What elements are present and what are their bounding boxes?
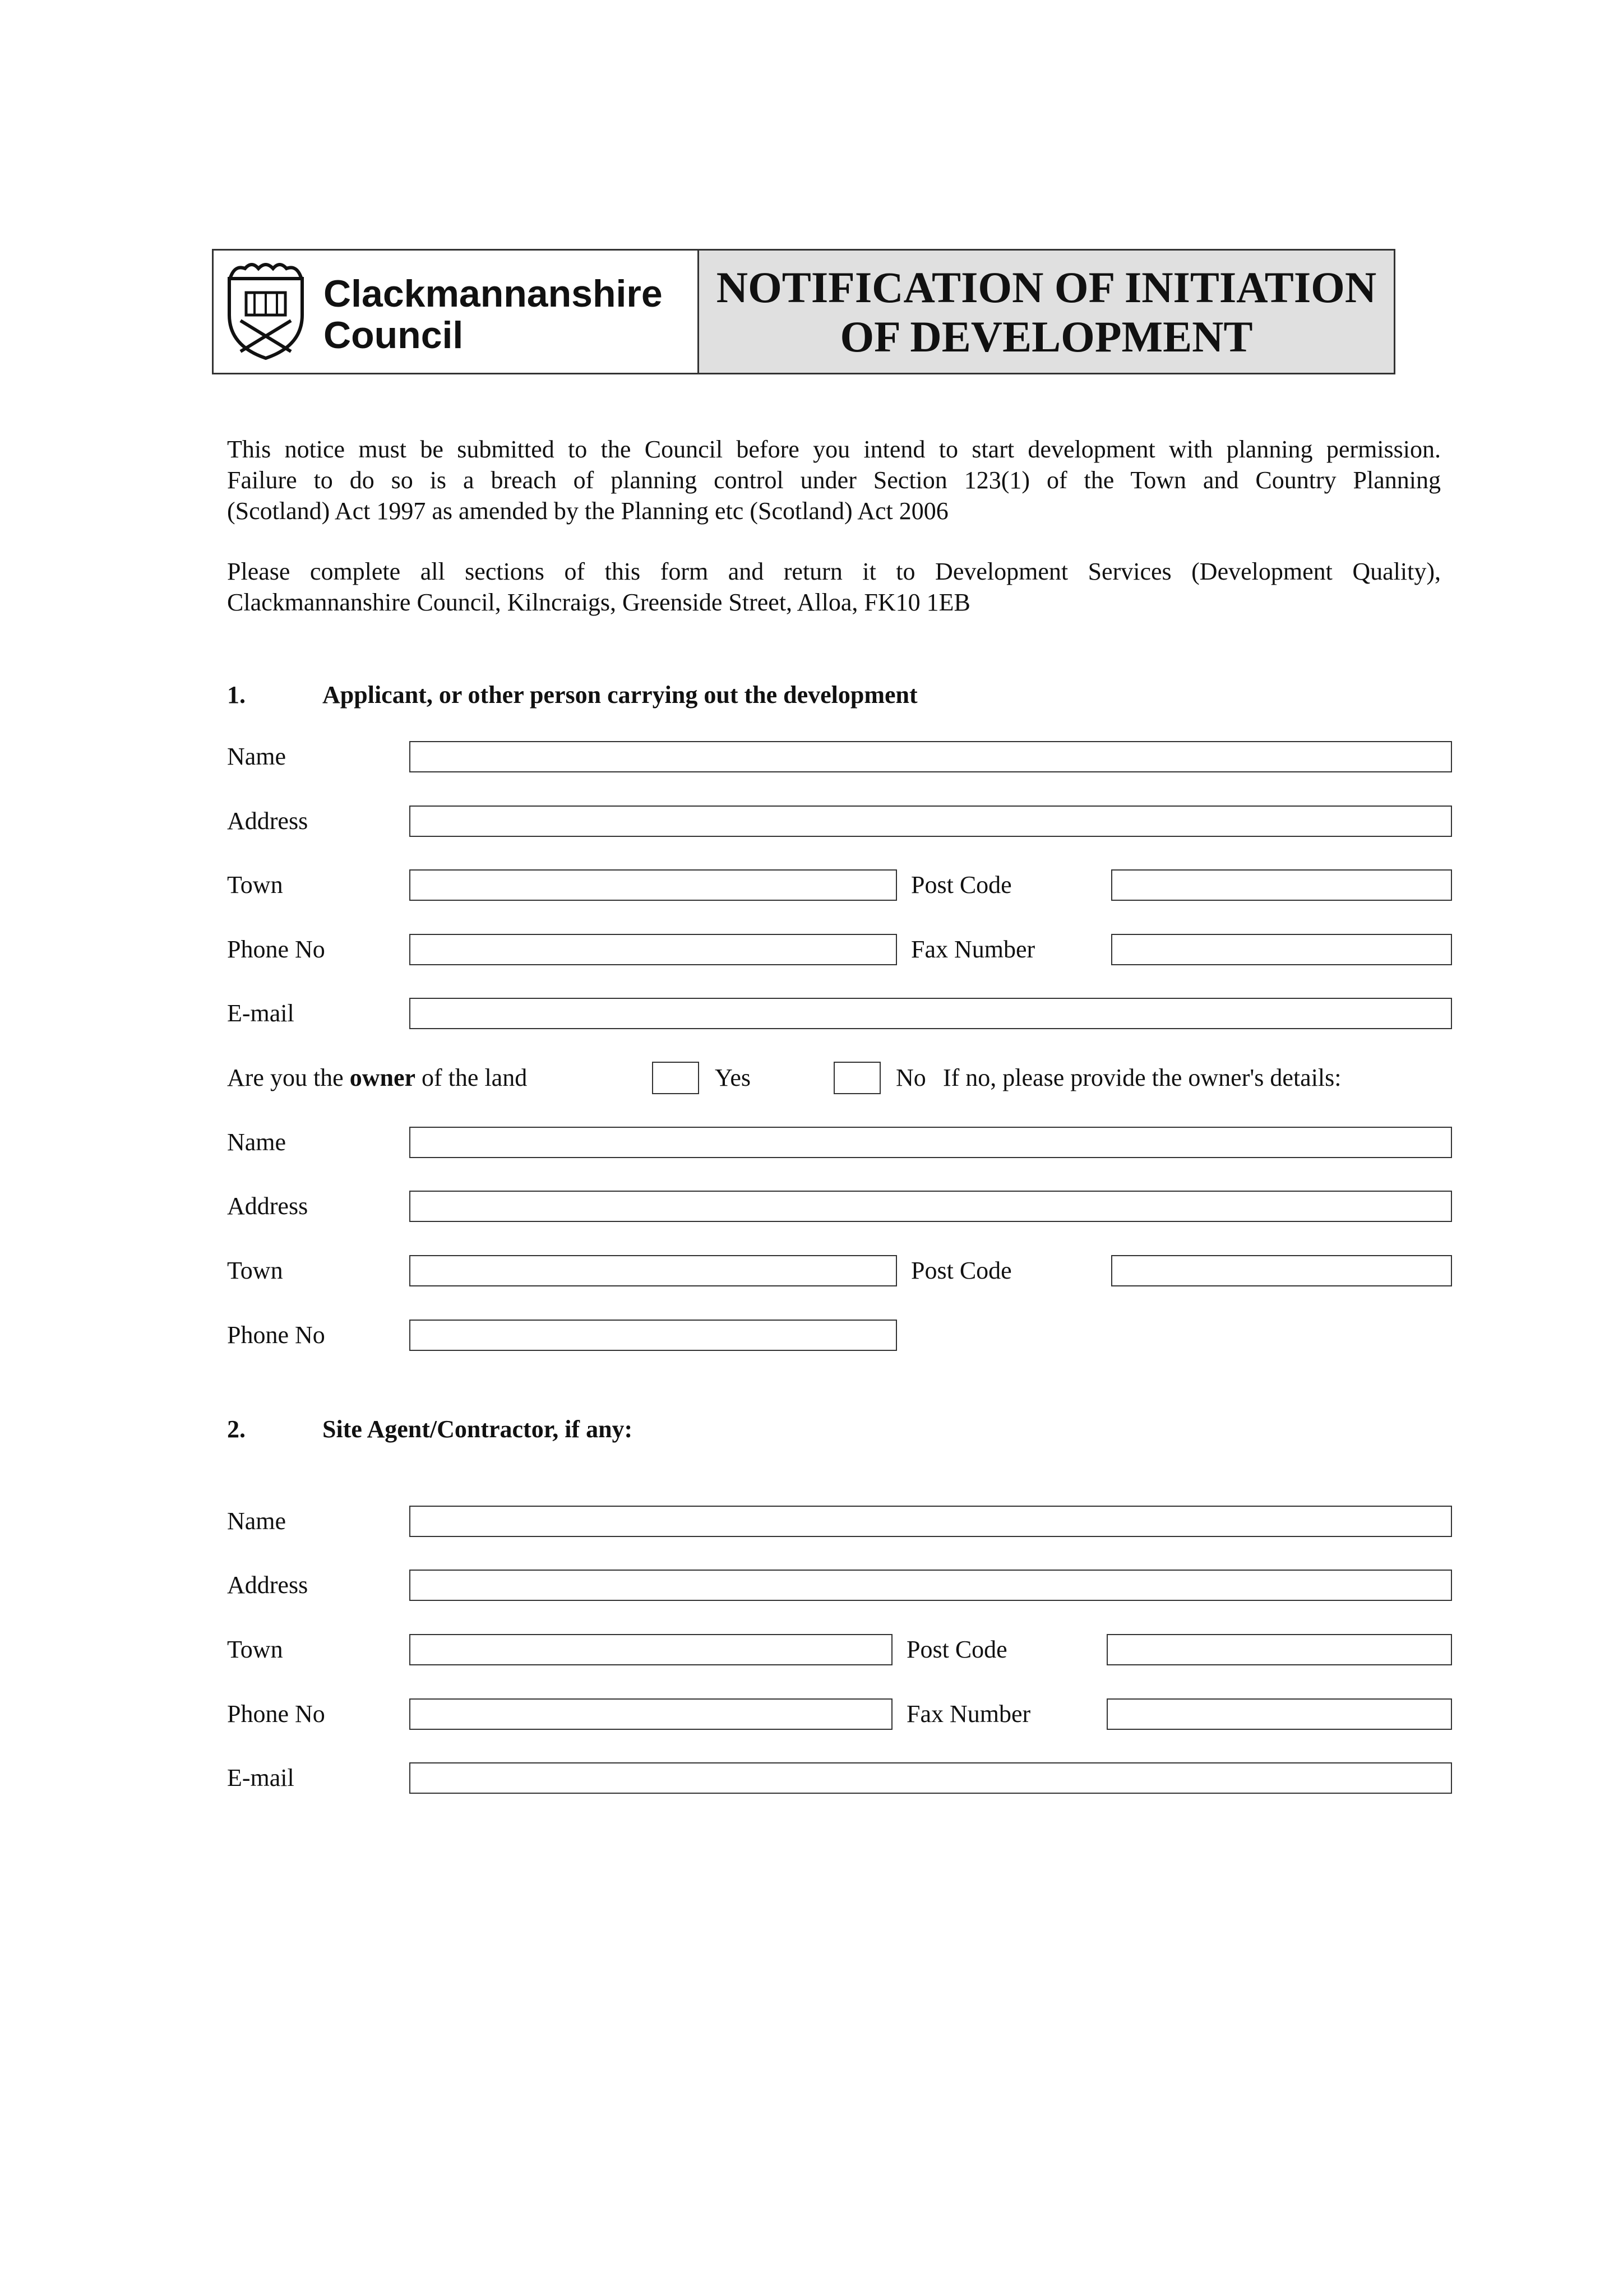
applicant-postcode-label: Post Code [911,871,1012,899]
intro-paragraph-2 [227,556,1441,618]
owner-yes-label: Yes [715,1064,751,1091]
council-name-line2: Council [323,314,464,357]
owner-address-field[interactable] [409,1191,1452,1222]
agent-address-label: Address [227,1571,308,1599]
applicant-fax-label: Fax Number [911,936,1035,963]
agent-town-field[interactable] [409,1634,893,1665]
owner-question-bold: owner [349,1064,416,1091]
agent-name-field[interactable] [409,1506,1452,1537]
applicant-email-field[interactable] [409,998,1452,1029]
applicant-name-label: Name [227,743,286,770]
council-name-line1: Clackmannanshire [323,272,663,315]
intro-p1-line2: Failure to do so is a breach of planning control under Section 123(1) of the Town and Country Planning [227,466,1441,494]
agent-fax-label: Fax Number [907,1700,1031,1728]
intro-p2-line1: Please complete all sections of this form and return it to Development Services (Development Quality), [227,558,1441,585]
owner-yes-checkbox[interactable] [652,1062,699,1094]
applicant-town-field[interactable] [409,869,897,901]
owner-question-post: of the land [415,1064,528,1091]
owner-phone-label: Phone No [227,1321,325,1349]
applicant-postcode-field[interactable] [1111,869,1452,901]
owner-phone-field[interactable] [409,1320,897,1351]
council-logo [214,251,699,373]
form-header [212,249,1395,374]
applicant-town-label: Town [227,871,283,899]
form-title [699,251,1394,373]
section2-number: 2. [227,1415,246,1443]
applicant-phone-label: Phone No [227,936,325,963]
agent-postcode-field[interactable] [1107,1634,1452,1665]
applicant-address-label: Address [227,807,308,835]
agent-postcode-label: Post Code [907,1636,1007,1663]
owner-town-field[interactable] [409,1255,897,1286]
applicant-email-label: E-mail [227,999,294,1027]
agent-town-label: Town [227,1636,283,1663]
owner-no-checkbox[interactable] [834,1062,881,1094]
applicant-phone-field[interactable] [409,934,897,965]
owner-name-field[interactable] [409,1127,1452,1158]
owner-postcode-field[interactable] [1111,1255,1452,1286]
section1-number: 1. [227,681,246,709]
agent-name-label: Name [227,1507,286,1535]
agent-address-field[interactable] [409,1570,1452,1601]
applicant-fax-field[interactable] [1111,934,1452,965]
intro-p2-line2: Clackmannanshire Council, Kilncraigs, Greenside Street, Alloa, FK10 1EB [227,589,970,616]
section1-title: Applicant, or other person carrying out the development [322,681,918,709]
agent-phone-label: Phone No [227,1700,325,1728]
owner-name-label: Name [227,1128,286,1156]
owner-town-label: Town [227,1257,283,1284]
council-crest-icon [224,262,308,363]
form-title-line1: NOTIFICATION OF INITIATION [716,263,1377,312]
owner-question [227,1062,527,1094]
agent-phone-field[interactable] [409,1698,893,1730]
form-title-line2: OF DEVELOPMENT [840,312,1253,361]
agent-fax-field[interactable] [1107,1698,1452,1730]
section2-title: Site Agent/Contractor, if any: [322,1415,633,1443]
agent-email-field[interactable] [409,1762,1452,1794]
owner-details-prompt: If no, please provide the owner's details: [943,1064,1342,1091]
intro-p1-line1: This notice must be submitted to the Council before you intend to start development with planning permission. [227,436,1441,463]
owner-question-pre: Are you the [227,1064,350,1091]
owner-postcode-label: Post Code [911,1257,1012,1284]
intro-p1-line3: (Scotland) Act 1997 as amended by the Planning etc (Scotland) Act 2006 [227,497,949,525]
intro-paragraph-1 [227,434,1441,526]
applicant-address-field[interactable] [409,806,1452,837]
applicant-name-field[interactable] [409,741,1452,772]
owner-address-label: Address [227,1192,308,1220]
owner-no-label: No [896,1064,926,1091]
agent-email-label: E-mail [227,1764,294,1792]
